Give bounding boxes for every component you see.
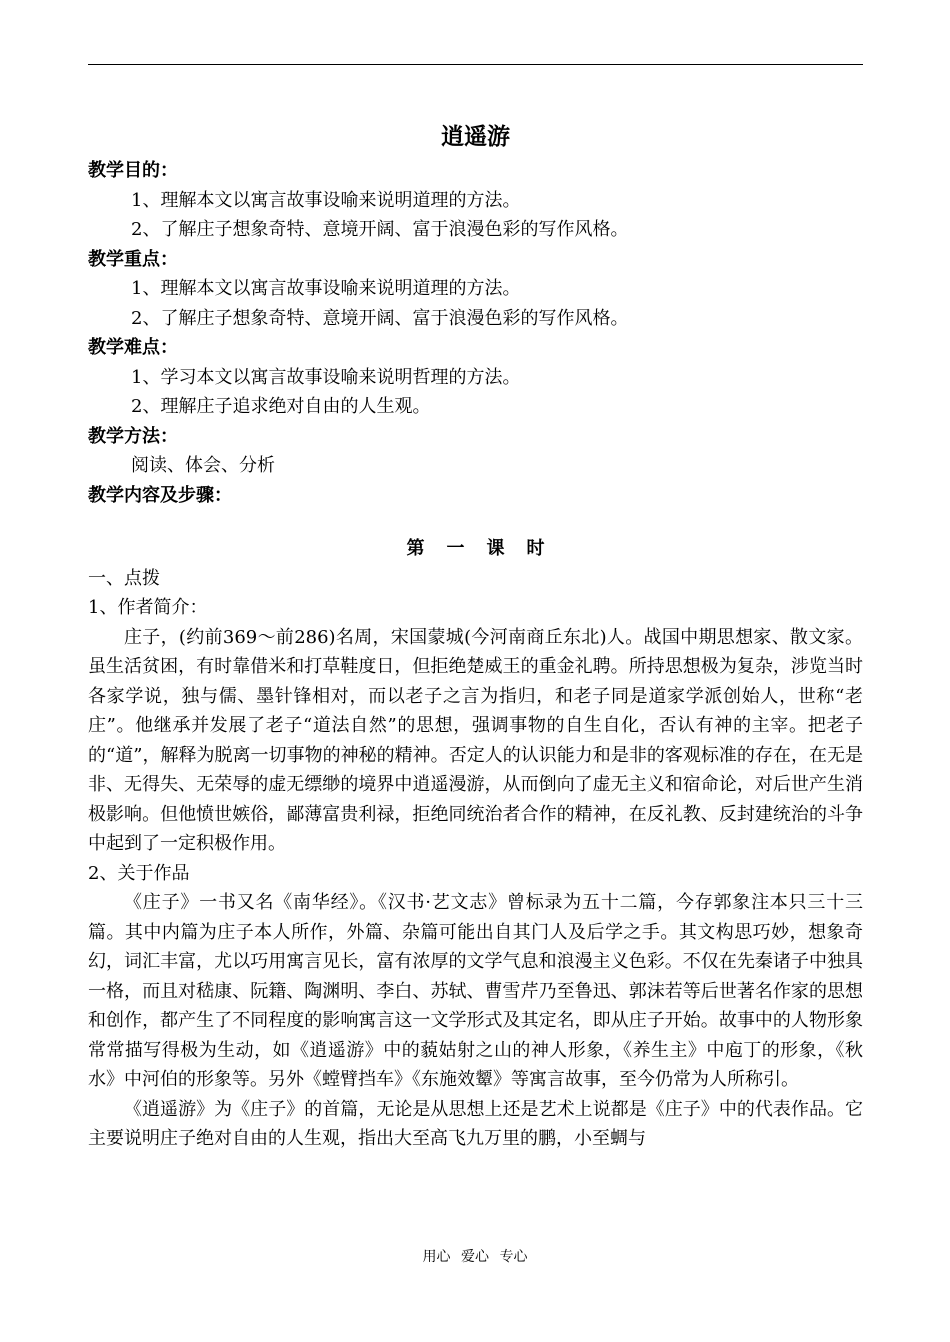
key-points-item: 2、了解庄子想象奇特、意境开阔、富于浪漫色彩的写作风格。 bbox=[131, 307, 629, 329]
document-title: 逍遥游 bbox=[441, 123, 510, 150]
methods-heading: 教学方法： bbox=[88, 425, 178, 447]
methods-item: 阅读、体会、分析 bbox=[131, 455, 275, 476]
objectives-heading: 教学目的： bbox=[88, 160, 178, 181]
difficulties-heading: 教学难点： bbox=[88, 337, 178, 358]
objectives-item: 1、理解本文以寓言故事设喻来说明道理的方法。 bbox=[131, 189, 521, 211]
works-paragraph: 《庄子》一书又名《南华经》。《汉书·艺文志》曾标录为五十二篇，今存郭象注本只三十三篇。其中内篇为庄子本人所作，外篇、杂篇可能出自其门人及后学之手。其文构思巧妙，想象奇幻，词汇丰富，尤以巧用寓言见长，富有浓厚的文学气息和浪漫主义色彩。不仅在先秦诸子中独具一格，而且对嵇康、阮籍、陶渊明、李白、苏轼、曹雪芹乃至鲁迅、郭沫若等后世著名作家的思想和创作，都产生了不同程度的影响寓言这一文学形式及其定名，即从庄子开始。故事中的人物形象常常描写得极为生动，如《逍遥游》中的藐姑射之山的神人形象，《养生主》中庖丁的形象，《秋水》中河伯的形象等。另外《螳臂挡车》《东施效颦》等寓言故事，至今仍常为人所称引。 bbox=[88, 892, 863, 1090]
document-page bbox=[88, 118, 863, 1154]
objectives-item: 2、了解庄子想象奇特、意境开阔、富于浪漫色彩的写作风格。 bbox=[131, 219, 629, 240]
lesson-title: 第一课时 bbox=[406, 538, 567, 559]
steps-heading: 教学内容及步骤： bbox=[88, 484, 232, 506]
author-heading: 1、作者简介： bbox=[88, 597, 208, 618]
author-paragraph: 庄子，(约前369～前286)名周，宋国蒙城(今河南商丘东北)人。战国中期思想家、散文家。虽生活贫困，有时靠借米和打草鞋度日，但拒绝楚威王的重金礼聘。所持思想极为复杂，涉览当时各家学说，独与儒、墨针锋相对，而以老子之言为指归，和老子同是道家学派创始人，世称“老庄”。他继承并发展了老子“道法自然”的思想，强调事物的自生自化，否认有神的主宰。把老子的“道”，解释为脱离一切事物的神秘的精神。否定人的认识能力和是非的客观标准的存在，在无是非、无得失、无荣辱的虚无缥缈的境界中逍遥漫游，从而倒向了虚无主义和宿命论，对后世产生消极影响。但他愤世嫉俗，鄙薄富贵利禄，拒绝同统治者合作的精神，在反礼教、反封建统治的斗争中起到了一定积极作用。 bbox=[88, 626, 863, 854]
key-points-heading: 教学重点： bbox=[88, 248, 178, 270]
difficulties-item: 1、学习本文以寓言故事设喻来说明哲理的方法。 bbox=[131, 366, 521, 388]
section-one-heading: 一、点拨 bbox=[88, 567, 160, 589]
page-footer: 用心 爱心 专心 bbox=[422, 1249, 528, 1265]
header-rule bbox=[88, 64, 863, 65]
difficulties-item: 2、理解庄子追求绝对自由的人生观。 bbox=[131, 396, 431, 417]
works-paragraph: 《逍遥游》为《庄子》的首篇，无论是从思想上还是艺术上说都是《庄子》中的代表作品。它主要说明庄子绝对自由的人生观，指出大至高飞九万里的鹏，小至蜩与 bbox=[88, 1098, 863, 1149]
key-points-item: 1、理解本文以寓言故事设喻来说明道理的方法。 bbox=[131, 278, 521, 299]
works-heading: 2、关于作品 bbox=[88, 862, 190, 884]
